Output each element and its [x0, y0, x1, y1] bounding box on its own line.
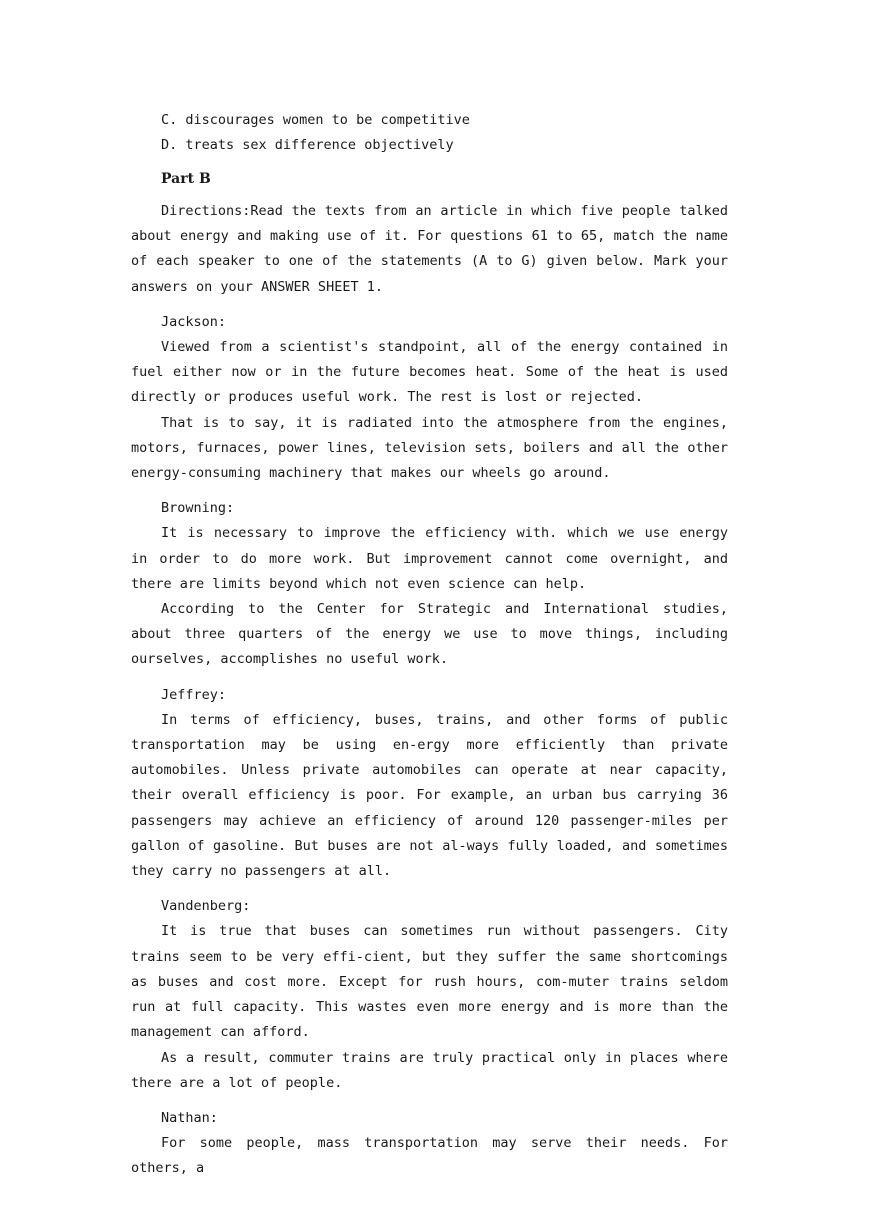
speaker-name: Vandenberg: — [161, 898, 251, 915]
speaker-section-jeffrey — [131, 683, 728, 885]
speaker-section-browning — [131, 496, 728, 672]
speaker-name: Browning: — [161, 500, 235, 517]
speaker-paragraph: For some people, mass transportation may serve their needs. For others, a — [131, 1135, 728, 1177]
speaker-name: Nathan: — [161, 1109, 218, 1126]
option-d: D. treats sex difference objectively — [161, 137, 454, 153]
part-heading: Part B — [161, 171, 211, 187]
speaker-paragraph: It is necessary to improve the efficiency with. which we use energy in order to do more work. But improvement cannot come overnight, and there are limits beyond which not even science can help. — [131, 525, 728, 592]
document-page — [131, 108, 728, 1182]
directions-paragraph: Directions:Read the texts from an article in which five people talked about energy and making use of it. For questions 61 to 65, match the name of each speaker to one of the statements (A to G) given below. Mark your answers on your ANSWER SHEET 1. — [131, 203, 728, 295]
option-c: C. discourages women to be competitive — [161, 112, 470, 128]
speaker-paragraph: As a result, commuter trains are truly practical only in places where there are a lot of people. — [131, 1049, 728, 1091]
speaker-section-nathan — [131, 1106, 728, 1182]
speaker-paragraph: In terms of efficiency, buses, trains, and other forms of public transportation may be using en-ergy more efficiently than private automobiles. Unless private automobiles can operate at near capacity, their overall efficiency is poor. For example, an urban bus carrying 36 passengers may achieve an efficiency of around 120 passenger-miles per gallon of gasoline. But buses are not al-ways fully loaded, and sometimes they carry no passengers at all. — [131, 711, 728, 880]
speaker-section-vandenberg — [131, 894, 728, 1096]
speaker-name: Jeffrey: — [161, 686, 227, 703]
speaker-paragraph: Viewed from a scientist's standpoint, all of the energy contained in fuel either now or in the future becomes heat. Some of the heat is used directly or produces useful work. The rest is lost or rejected. — [131, 339, 728, 406]
speaker-paragraph: According to the Center for Strategic and International studies, about three quarters of the energy we use to move things, including ourselves, accomplishes no useful work. — [131, 601, 728, 668]
speaker-paragraph: It is true that buses can sometimes run without passengers. City trains seem to be very effi-cient, but they suffer the same shortcomings as buses and cost more. Except for rush hours, com-muter trains seldom run at full capacity. This wastes even more energy and is more than the management can afford. — [131, 923, 728, 1041]
speaker-paragraph: That is to say, it is radiated into the atmosphere from the engines, motors, furnaces, power lines, television sets, boilers and all the other energy-consuming machinery that makes our wheels go around. — [131, 414, 728, 482]
speaker-section-jackson — [131, 310, 728, 486]
speaker-name: Jackson: — [161, 313, 227, 330]
